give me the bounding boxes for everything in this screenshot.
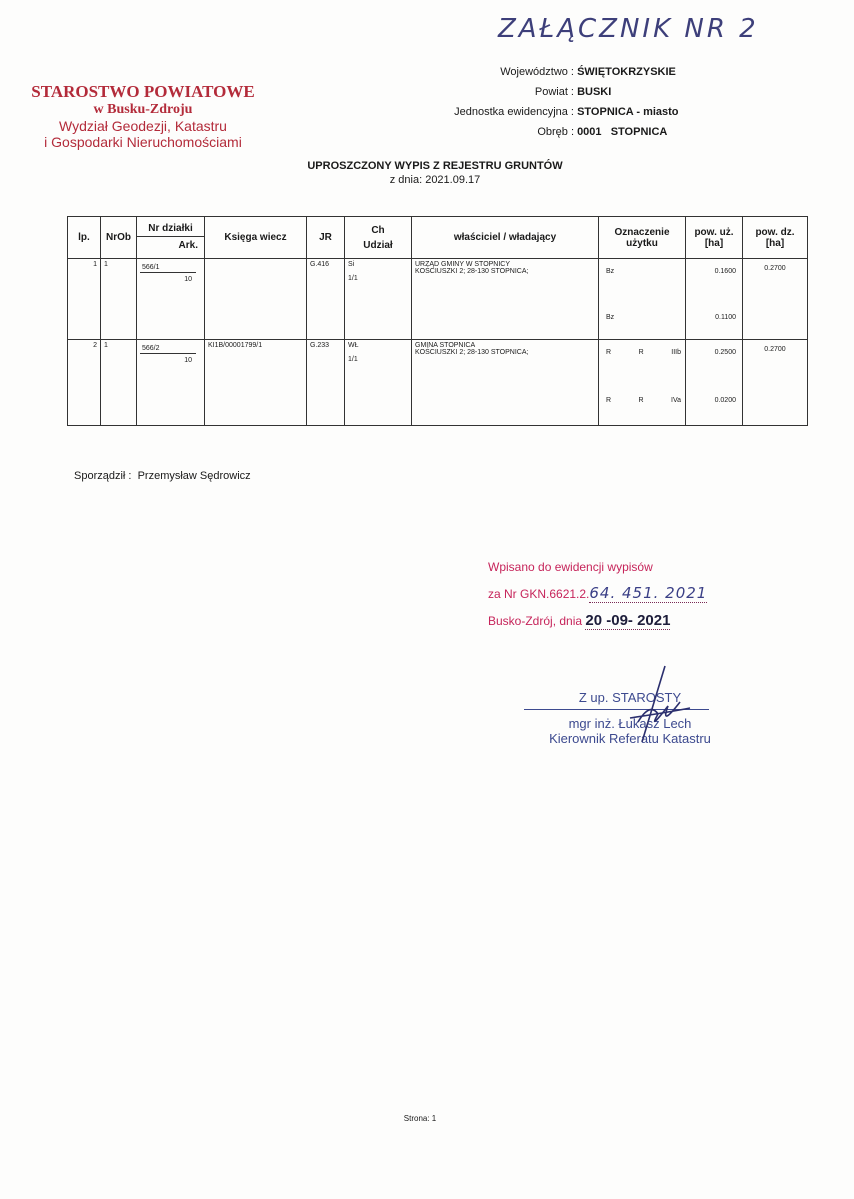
use-1-soil: IIIb: [671, 349, 681, 356]
cell-use-designation: [599, 259, 686, 340]
cell-owner: [412, 340, 599, 426]
cell-land-book: KI1B/00001799/1: [205, 340, 307, 426]
cell-ch-share: [345, 340, 412, 426]
header-jr: JR: [307, 217, 345, 259]
area-use-2: 0.0200: [714, 397, 736, 404]
cell-ch-share: [345, 259, 412, 340]
page-footer: Strona: 1: [403, 1114, 437, 1123]
precinct-value: 0001 STOPNICA: [577, 126, 668, 138]
office-line3: Wydział Geodezji, Katastru: [59, 118, 227, 134]
parcel-sheet: 10: [184, 276, 192, 283]
cell-use-designation: [599, 340, 686, 426]
header-nrob: NrOb: [101, 217, 137, 259]
table-row: [68, 259, 808, 340]
voivodeship-value: ŚWIĘTOKRZYSKIE: [577, 66, 676, 78]
header-owner: właściciel / władający: [412, 217, 599, 259]
cell-jr: G.416: [307, 259, 345, 340]
cell-ch: Si: [348, 261, 355, 268]
entry-stamp-number: 64. 451. 2021: [589, 584, 708, 602]
entry-stamp: [488, 560, 707, 629]
document-date: z dnia: 2021.09.17: [389, 174, 481, 186]
location-info: [420, 66, 679, 138]
office-stamp: [8, 82, 278, 150]
county-label: Powiat :: [534, 86, 574, 98]
cell-share: 1/1: [348, 275, 358, 282]
header-sheet: Ark.: [178, 240, 198, 251]
county-value: BUSKI: [577, 86, 612, 98]
area-use-2: 0.1100: [715, 314, 736, 321]
entry-stamp-number-label: za Nr GKN.6621.2.: [488, 587, 590, 601]
cell-parcel: [137, 340, 205, 426]
cell-owner: [412, 259, 599, 340]
handwritten-header: ZAŁĄCZNIK NR 2: [498, 14, 759, 44]
header-area-parcel: pow. dz. [ha]: [743, 217, 808, 259]
cell-share: 1/1: [348, 356, 358, 363]
cell-area-parcel: 0.2700: [743, 340, 808, 426]
cell-ch: WŁ: [348, 342, 359, 349]
header-ch-share: [345, 217, 412, 259]
parcel-sheet: 10: [184, 357, 192, 364]
use-2-subclass: R: [638, 397, 644, 404]
header-area-use: pow. uż. [ha]: [686, 217, 743, 259]
voivodeship-label: Województwo :: [500, 66, 574, 78]
signature-stamp-line1: Z up. STAROSTY: [578, 690, 682, 705]
header-parcel-number: Nr działki: [137, 221, 204, 237]
precinct-label: Obręb :: [537, 126, 574, 138]
office-line1: STAROSTWO POWIATOWE: [31, 82, 255, 101]
owner-name: GMINA STOPNICA: [415, 342, 476, 349]
owner-address: KOŚCIUSZKI 2; 28-130 STOPNICA;: [415, 349, 529, 356]
office-line4: i Gospodarki Nieruchomościami: [44, 134, 242, 150]
cell-parcel: [137, 259, 205, 340]
entry-stamp-date: 20 -09- 2021: [585, 612, 671, 629]
owner-name: URZĄD GMINY W STOPNICY: [415, 261, 511, 268]
cell-lp: 1: [68, 259, 101, 340]
signature-stamp-line2: mgr inż. Łukasz Lech: [568, 716, 692, 731]
entry-stamp-date-label: Busko-Zdrój, dnia: [488, 614, 583, 628]
cell-lp: 2: [68, 340, 101, 426]
parcel-number: 566/1: [140, 263, 196, 273]
header-ch: Ch: [371, 224, 385, 236]
use-2-class: Bz: [606, 314, 615, 321]
cell-area-parcel: 0.2700: [743, 259, 808, 340]
use-2-class: R: [606, 397, 612, 404]
header-lp: lp.: [68, 217, 101, 259]
document-title: UPROSZCZONY WYPIS Z REJESTRU GRUNTÓW: [307, 160, 563, 172]
table-row: [68, 340, 808, 426]
cell-land-book: [205, 259, 307, 340]
use-1-subclass: R: [638, 349, 644, 356]
cell-jr: G.233: [307, 340, 345, 426]
land-register-table: [67, 216, 808, 426]
cell-area-use: [686, 259, 743, 340]
header-parcel: [137, 217, 205, 259]
cell-nrob: 1: [101, 259, 137, 340]
use-1-class: R: [606, 349, 612, 356]
cell-nrob: 1: [101, 340, 137, 426]
cell-area-use: [686, 340, 743, 426]
signature-stamp-line3: Kierownik Referatu Katastru: [549, 731, 711, 746]
unit-label: Jednostka ewidencyjna :: [454, 106, 574, 118]
parcel-number: 566/2: [140, 344, 196, 354]
use-2-soil: IVa: [671, 397, 681, 404]
office-line2: w Busku-Zdroju: [93, 102, 193, 117]
unit-value: STOPNICA - miasto: [577, 106, 679, 118]
entry-stamp-line1: Wpisano do ewidencji wypisów: [488, 560, 653, 574]
owner-address: KOŚCIUSZKI 2; 28-130 STOPNICA;: [415, 268, 529, 275]
area-use-1: 0.2500: [714, 349, 736, 356]
handwritten-signature: [610, 662, 700, 752]
header-share: Udział: [363, 239, 393, 251]
prepared-by: Sporządził : Przemysław Sędrowicz: [74, 470, 251, 482]
use-1-class: Bz: [606, 268, 615, 275]
area-use-1: 0.1600: [714, 268, 736, 275]
header-use-designation: Oznaczenie użytku: [599, 217, 686, 259]
header-land-book: Księga wiecz: [205, 217, 307, 259]
